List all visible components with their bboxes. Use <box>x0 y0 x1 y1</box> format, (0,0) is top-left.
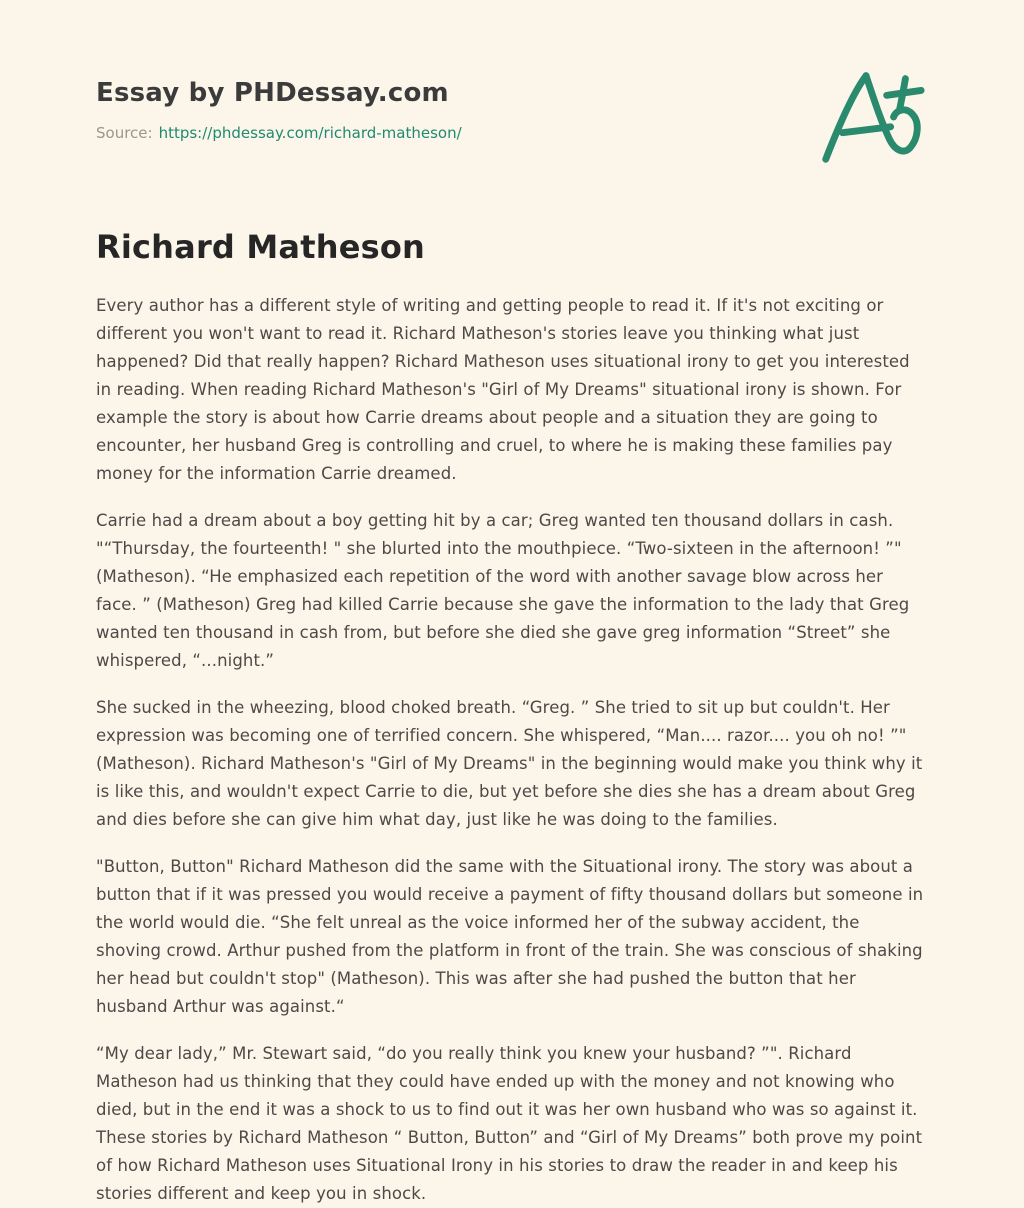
page-header <box>96 72 928 166</box>
essay-body <box>96 292 928 1208</box>
essay-paragraph: "Button, Button" Richard Matheson did the same with the Situational irony. The story was about a button that if it was pressed you would receive a payment of fifty thousand dollars but someone in the world would die. “She felt unreal as the voice informed her of the subway accident, the shoving crowd. Arthur pushed from the platform in front of the train. She was conscious of shaking her head but couldn't stop" (Matheson). This was after she had pushed the button that her husband Arthur was against.“ <box>96 857 924 1016</box>
source-row <box>96 124 462 142</box>
aplus-logo-icon <box>810 66 928 166</box>
header-text-block <box>96 72 462 142</box>
essay-paragraph: Carrie had a dream about a boy getting hit by a car; Greg wanted ten thousand dollars in cash. "“Thursday, the fourteenth! " she blurted into the mouthpiece. “Two-sixteen in the afternoon! ”" (Matheson). “He emphasized each repetition of the word with another savage blow across her face. ” (Matheson) Greg had killed Carrie because she gave the information to the lady that Greg wanted ten thousand in cash from, but before she died she gave greg information “Street” she whispered, “...night.” <box>96 511 910 670</box>
essay-paragraph: “My dear lady,” Mr. Stewart said, “do you really think you knew your husband? ”". Richard Matheson had us thinking that they could have ended up with the money and not knowing who died, but in the end it was a shock to us to find out it was her own husband who was so against it. These stories by Richard Matheson “ Button, Button” and “Girl of My Dreams” both prove my point of how Richard Matheson uses Situational Irony in his stories to draw the reader in and keep his stories different and keep you in shock. <box>96 1044 923 1203</box>
site-title: Essay by PHDessay.com <box>96 78 449 108</box>
essay-title: Richard Matheson <box>96 228 426 266</box>
source-link[interactable]: https://phdessay.com/richard-matheson/ <box>158 124 462 142</box>
essay-paragraph: Every author has a different style of writing and getting people to read it. If it's not exciting or different you won't want to read it. Richard Matheson's stories leave you thinking what just happened? Did that really happen? Richard Matheson uses situational irony to get you interested in reading. When reading Richard Matheson's "Girl of My Dreams" situational irony is shown. For example the story is about how Carrie dreams about people and a situation they are going to encounter, her husband Greg is controlling and cruel, to where he is making these families pay money for the information Carrie dreamed. <box>96 296 910 483</box>
source-label: Source: <box>96 124 153 142</box>
essay-paragraph: She sucked in the wheezing, blood choked breath. “Greg. ” She tried to sit up but couldn't. Her expression was becoming one of terrified concern. She whispered, “Man.... razor.... you oh no! ”" (Matheson). Richard Matheson's "Girl of My Dreams" in the beginning would make you think why it is like this, and wouldn't expect Carrie to die, but yet before she dies she has a dream about Greg and dies before she can give him what day, just like he was doing to the families. <box>96 698 923 829</box>
